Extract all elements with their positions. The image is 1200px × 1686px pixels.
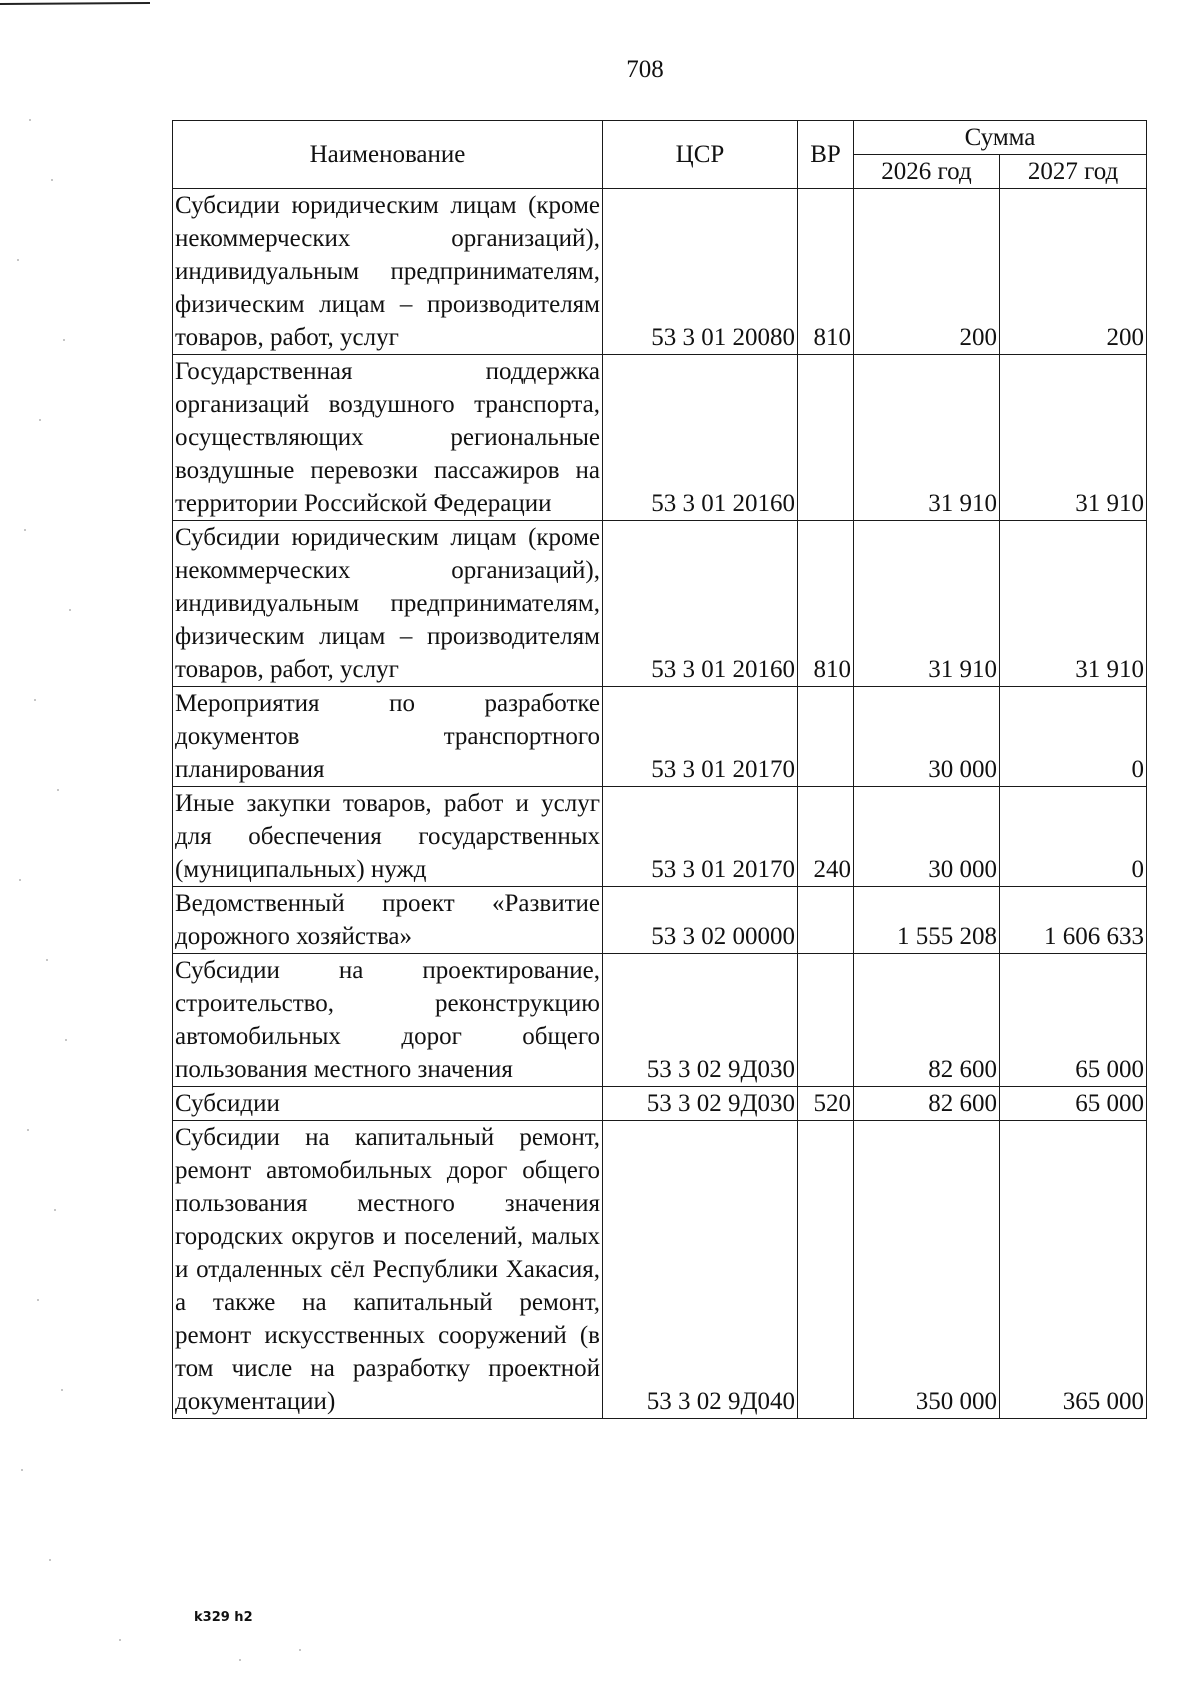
row-csr: 53 3 01 20160 bbox=[603, 355, 798, 521]
row-amount-2027: 65 000 bbox=[1000, 954, 1147, 1087]
footer-code: k329 h2 bbox=[194, 1610, 253, 1625]
table-row bbox=[173, 1121, 1147, 1419]
row-amount-2026: 31 910 bbox=[854, 521, 1000, 687]
row-name: Мероприятия по разработке документов транспортного планирования bbox=[173, 687, 603, 787]
row-vr: 240 bbox=[798, 787, 854, 887]
row-csr: 53 3 01 20160 bbox=[603, 521, 798, 687]
row-amount-2026: 350 000 bbox=[854, 1121, 1000, 1419]
row-name: Субсидии на капитальный ремонт, ремонт автомобильных дорог общего пользования местного значения городских округов и поселений, малых и отдаленных сёл Республики Хакасия, а также на капитальный ремонт, ремонт искусственных сооружений (в том числе на разработку проектной документации) bbox=[173, 1121, 603, 1419]
row-name: Государственная поддержка организаций воздушного транспорта, осуществляющих региональные воздушные перевозки пассажиров на территории Российской Федерации bbox=[173, 355, 603, 521]
header-name: Наименование bbox=[173, 121, 603, 189]
table-row bbox=[173, 954, 1147, 1087]
row-amount-2027: 1 606 633 bbox=[1000, 887, 1147, 954]
row-csr: 53 3 01 20170 bbox=[603, 787, 798, 887]
row-amount-2026: 200 bbox=[854, 189, 1000, 355]
table-row bbox=[173, 355, 1147, 521]
row-vr bbox=[798, 687, 854, 787]
row-name: Иные закупки товаров, работ и услуг для обеспечения государственных (муниципальных) нужд bbox=[173, 787, 603, 887]
row-amount-2027: 65 000 bbox=[1000, 1087, 1147, 1121]
row-amount-2026: 30 000 bbox=[854, 787, 1000, 887]
row-amount-2026: 30 000 bbox=[854, 687, 1000, 787]
row-name: Ведомственный проект «Развитие дорожного хозяйства» bbox=[173, 887, 603, 954]
row-csr: 53 3 02 9Д040 bbox=[603, 1121, 798, 1419]
budget-table bbox=[172, 120, 1147, 1419]
row-vr bbox=[798, 355, 854, 521]
row-amount-2027: 200 bbox=[1000, 189, 1147, 355]
row-vr: 520 bbox=[798, 1087, 854, 1121]
row-csr: 53 3 02 9Д030 bbox=[603, 1087, 798, 1121]
row-amount-2026: 82 600 bbox=[854, 1087, 1000, 1121]
table-row bbox=[173, 189, 1147, 355]
scan-edge-mark bbox=[0, 3, 150, 4]
row-vr: 810 bbox=[798, 521, 854, 687]
row-vr: 810 bbox=[798, 189, 854, 355]
header-year-2026: 2026 год bbox=[854, 155, 1000, 189]
row-name: Субсидии юридическим лицам (кроме некоммерческих организаций), индивидуальным предпринимателям, физическим лицам – производителям товаров, работ, услуг bbox=[173, 189, 603, 355]
row-vr bbox=[798, 1121, 854, 1419]
table-row bbox=[173, 887, 1147, 954]
table-row bbox=[173, 787, 1147, 887]
row-csr: 53 3 02 9Д030 bbox=[603, 954, 798, 1087]
page-number: 708 bbox=[626, 56, 664, 83]
row-amount-2026: 31 910 bbox=[854, 355, 1000, 521]
header-year-2027: 2027 год bbox=[1000, 155, 1147, 189]
row-amount-2027: 365 000 bbox=[1000, 1121, 1147, 1419]
row-amount-2027: 31 910 bbox=[1000, 355, 1147, 521]
row-csr: 53 3 02 00000 bbox=[603, 887, 798, 954]
header-row-top bbox=[173, 121, 1147, 155]
header-vr: ВР bbox=[798, 121, 854, 189]
row-amount-2026: 82 600 bbox=[854, 954, 1000, 1087]
row-amount-2026: 1 555 208 bbox=[854, 887, 1000, 954]
row-name: Субсидии юридическим лицам (кроме некоммерческих организаций), индивидуальным предпринимателям, физическим лицам – производителям товаров, работ, услуг bbox=[173, 521, 603, 687]
table-row bbox=[173, 521, 1147, 687]
row-name: Субсидии bbox=[173, 1087, 603, 1121]
table-row bbox=[173, 687, 1147, 787]
table-row bbox=[173, 1087, 1147, 1121]
row-csr: 53 3 01 20080 bbox=[603, 189, 798, 355]
row-csr: 53 3 01 20170 bbox=[603, 687, 798, 787]
header-csr: ЦСР bbox=[603, 121, 798, 189]
row-amount-2027: 0 bbox=[1000, 687, 1147, 787]
row-vr bbox=[798, 954, 854, 1087]
row-vr bbox=[798, 887, 854, 954]
row-name: Субсидии на проектирование, строительство, реконструкцию автомобильных дорог общего пользования местного значения bbox=[173, 954, 603, 1087]
header-sum: Сумма bbox=[854, 121, 1147, 155]
row-amount-2027: 31 910 bbox=[1000, 521, 1147, 687]
row-amount-2027: 0 bbox=[1000, 787, 1147, 887]
